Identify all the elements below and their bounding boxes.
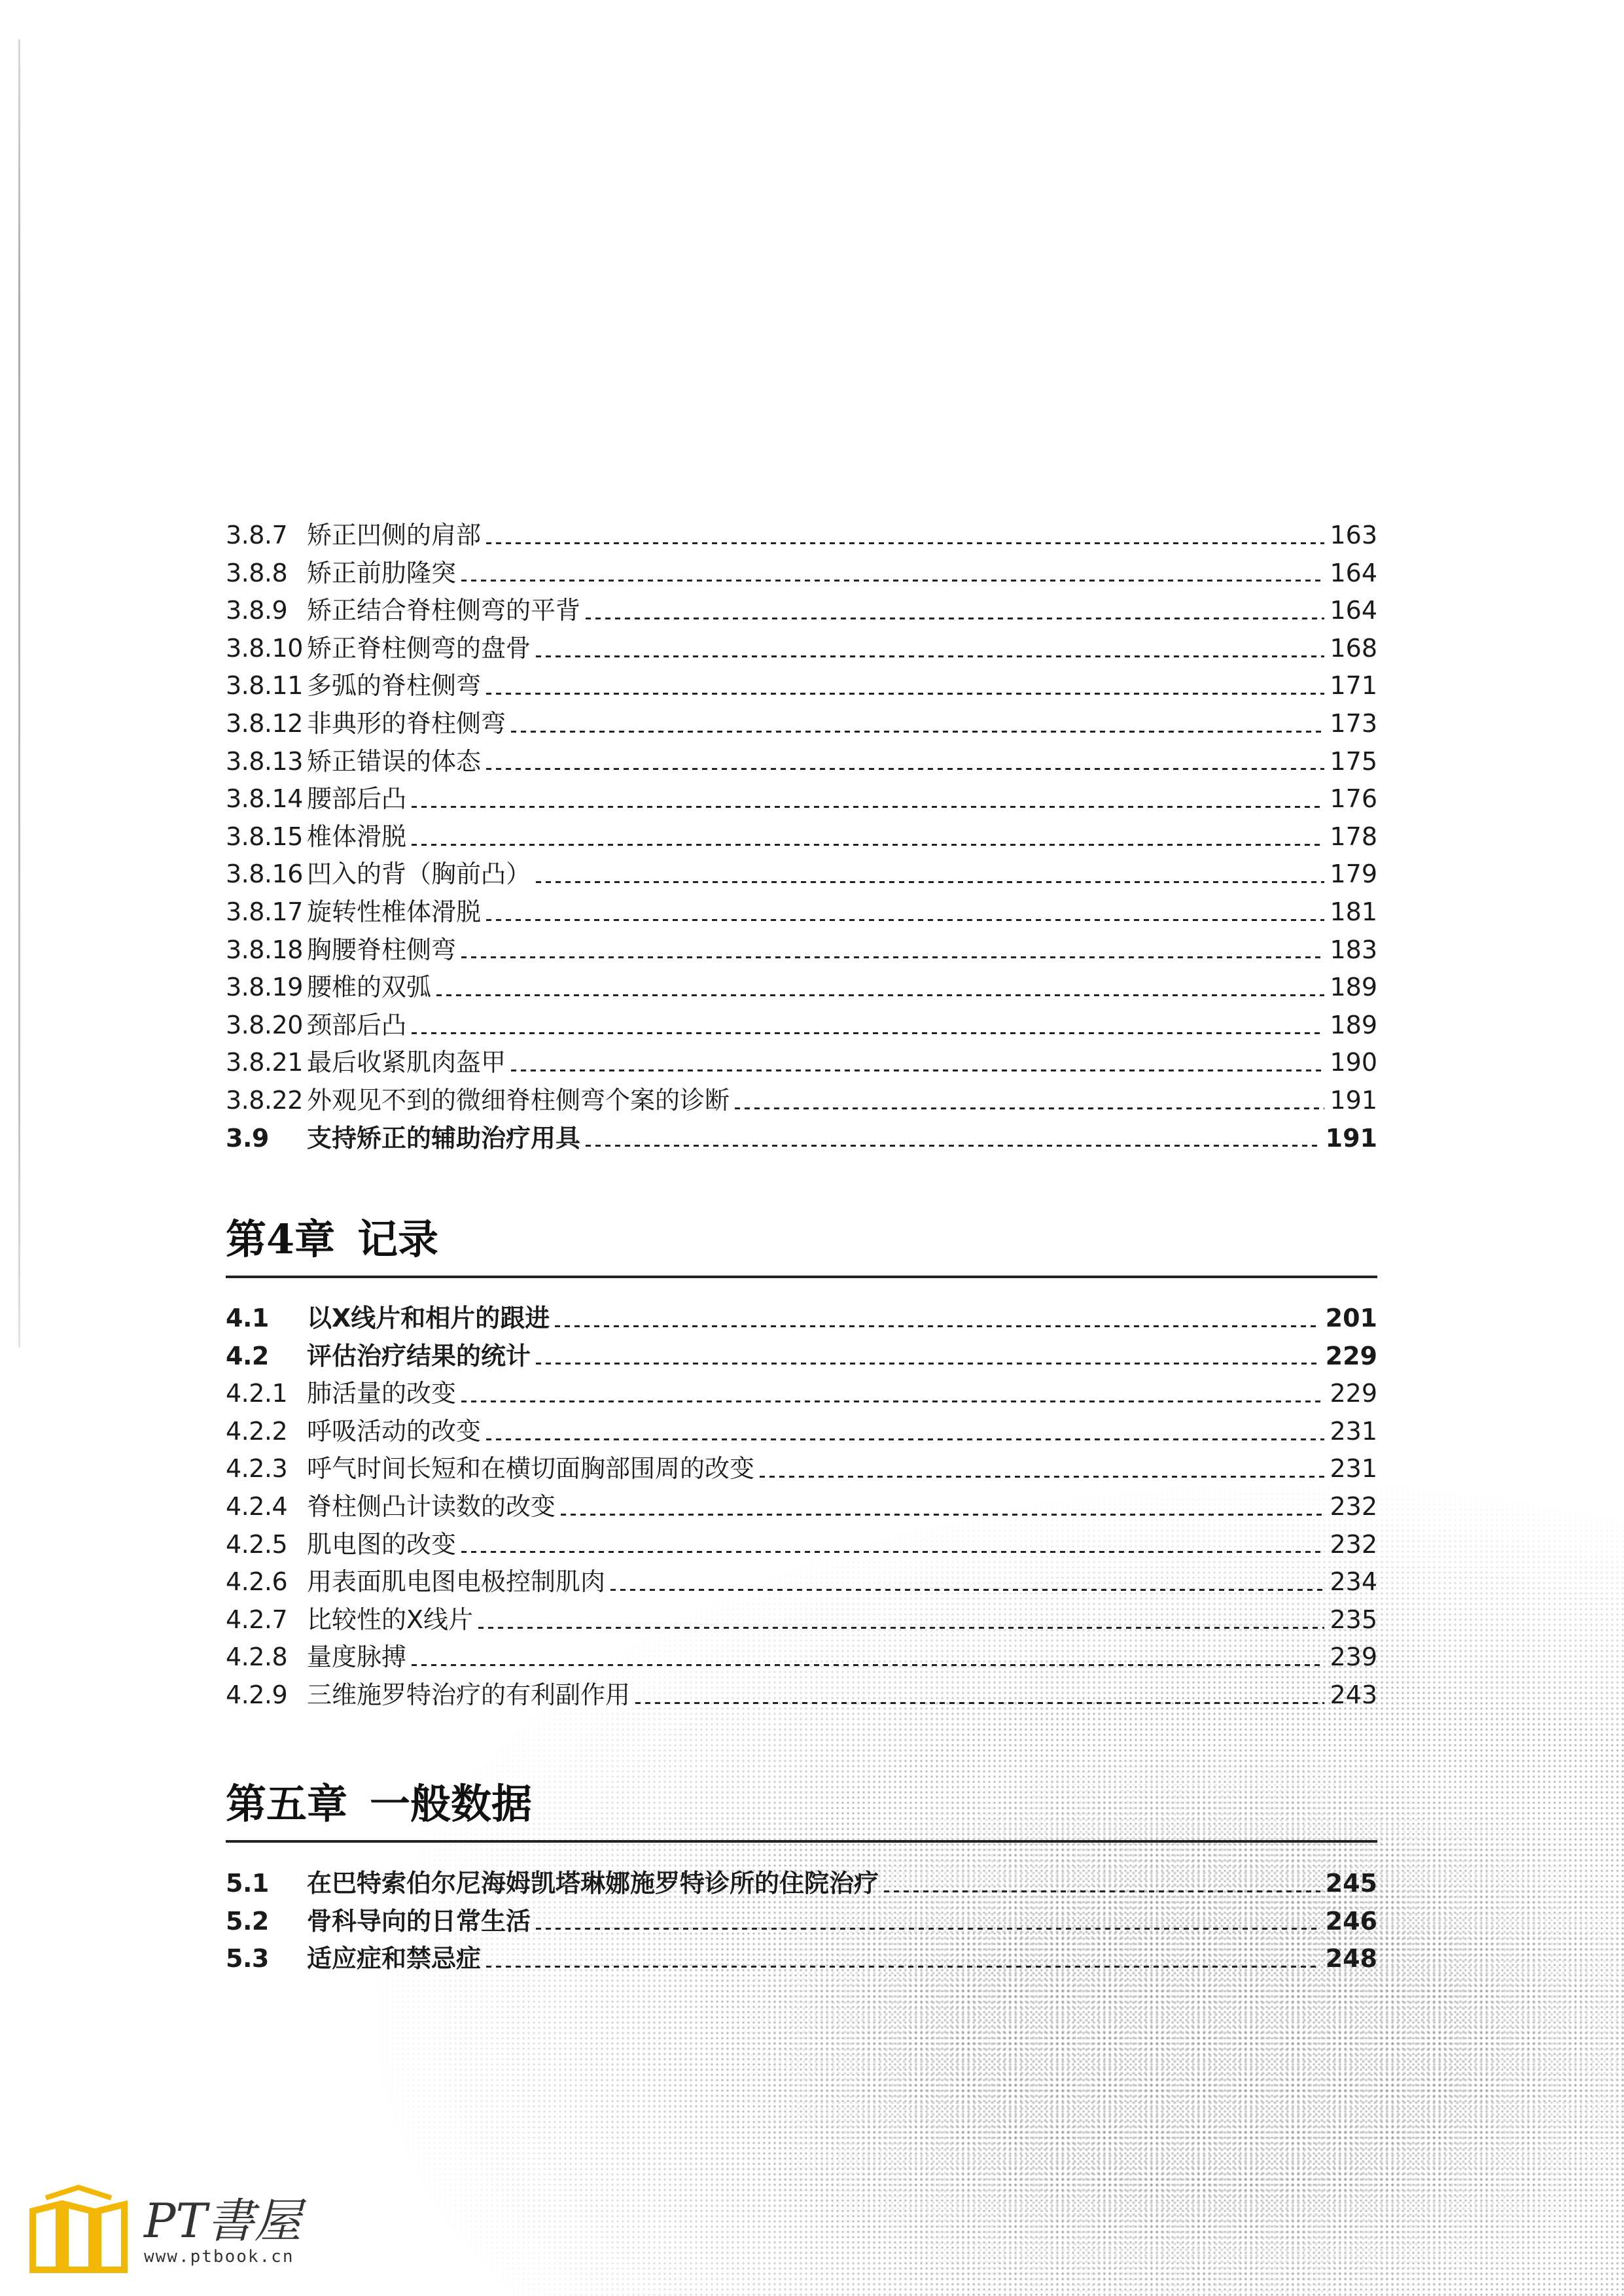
toc-entry-number: 3.8.22 <box>226 1085 303 1115</box>
chapter-heading-4 <box>226 1207 1377 1278</box>
chapter-label: 第4章 <box>226 1215 336 1263</box>
toc-dot-leader <box>511 1070 1324 1072</box>
toc-entry-number: 3.8.11 <box>226 671 303 701</box>
toc-entry-title: 旋转性椎体滑脱 <box>307 897 482 926</box>
toc-entry <box>226 1940 1377 1978</box>
toc-entry-page: 164 <box>1330 558 1377 587</box>
toc-entry-title: 评估治疗结果的统计 <box>307 1341 531 1370</box>
toc-dot-leader <box>486 919 1324 922</box>
toc-entry-title: 骨科导向的日常生活 <box>307 1906 531 1936</box>
page-edge-shadow <box>18 39 20 1348</box>
toc-dot-leader <box>486 542 1324 545</box>
toc-entry <box>226 818 1377 856</box>
toc-entry <box>226 1677 1377 1714</box>
toc-entry <box>226 592 1377 630</box>
toc-entry <box>226 743 1377 781</box>
toc-entry-title: 量度脉搏 <box>307 1643 407 1672</box>
toc-entry-title: 在巴特索伯尔尼海姆凯塔琳娜施罗特诊所的住院治疗 <box>307 1869 879 1898</box>
toc-entry <box>226 1044 1377 1082</box>
toc-entry-number: 5.2 <box>226 1906 269 1936</box>
toc-entry-page: 164 <box>1330 596 1377 625</box>
toc-entry <box>226 1903 1377 1941</box>
toc-dot-leader <box>536 1363 1320 1365</box>
toc-entry-number: 3.8.21 <box>226 1048 303 1077</box>
toc-entry-number: 4.2.3 <box>226 1454 288 1484</box>
toc-entry <box>226 1639 1377 1677</box>
toc-entry-number: 3.8.13 <box>226 746 303 776</box>
toc-dot-leader <box>412 1664 1324 1667</box>
toc-entry-page: 232 <box>1330 1529 1377 1559</box>
toc-dot-leader <box>412 806 1324 809</box>
toc-section-4 <box>226 1300 1377 1714</box>
toc-entry-title: 肺活量的改变 <box>307 1379 457 1408</box>
toc-entry-title: 矫正凹侧的肩部 <box>307 521 482 549</box>
toc-list <box>226 1300 1377 1714</box>
toc-entry <box>226 856 1377 894</box>
toc-entry-page: 189 <box>1330 1010 1377 1039</box>
toc-entry <box>226 780 1377 818</box>
toc-dot-leader <box>760 1476 1324 1478</box>
toc-entry-page: 191 <box>1330 1085 1377 1115</box>
toc-dot-leader <box>486 693 1324 695</box>
toc-entry-number: 4.2.1 <box>226 1379 288 1408</box>
toc-entry <box>226 1120 1377 1158</box>
toc-entry-number: 4.2.7 <box>226 1605 288 1634</box>
toc-entry-title: 最后收紧肌肉盔甲 <box>307 1048 506 1077</box>
toc-dot-leader <box>486 1966 1320 1968</box>
toc-entry <box>226 1300 1377 1338</box>
toc-entry-number: 4.2.5 <box>226 1529 288 1559</box>
toc-entry-title: 胸腰脊柱侧弯 <box>307 935 457 964</box>
toc-entry-page: 178 <box>1330 822 1377 851</box>
chapter-label: 第五章 <box>226 1780 348 1828</box>
toc-entry-page: 239 <box>1330 1643 1377 1672</box>
toc-dot-leader <box>486 1438 1324 1441</box>
toc-entry <box>226 1488 1377 1526</box>
toc-entry <box>226 1601 1377 1639</box>
toc-entry-title: 支持矫正的辅助治疗用具 <box>307 1123 581 1153</box>
toc-dot-leader <box>555 1325 1320 1328</box>
toc-entry <box>226 517 1377 555</box>
toc-entry-number: 4.2.9 <box>226 1680 288 1709</box>
toc-dot-leader <box>536 881 1324 884</box>
toc-entry-page: 176 <box>1330 784 1377 814</box>
toc-entry <box>226 705 1377 743</box>
toc-dot-leader <box>461 580 1324 582</box>
toc-entry-title: 椎体滑脱 <box>307 822 407 851</box>
toc-entry-title: 以X线片和相片的跟进 <box>307 1304 550 1332</box>
toc-dot-leader <box>635 1702 1324 1705</box>
toc-entry-number: 3.9 <box>226 1123 269 1153</box>
toc-entry-number: 4.1 <box>226 1304 269 1332</box>
toc-entry-number: 3.8.10 <box>226 633 303 663</box>
watermark-logo <box>26 2182 393 2280</box>
toc-entry-page: 171 <box>1330 671 1377 701</box>
toc-entry-number: 3.8.18 <box>226 935 303 964</box>
toc-section-3 <box>226 517 1377 1157</box>
toc-entry-page: 232 <box>1330 1491 1377 1521</box>
toc-entry-number: 4.2.8 <box>226 1643 288 1672</box>
toc-entry-page: 179 <box>1330 860 1377 889</box>
toc-dot-leader <box>478 1627 1324 1629</box>
toc-entry-title: 脊柱侧凸计读数的改变 <box>307 1491 556 1521</box>
toc-dot-leader <box>461 956 1324 959</box>
toc-entry-page: 173 <box>1330 708 1377 738</box>
toc-dot-leader <box>610 1589 1324 1592</box>
book-logo-icon <box>26 2185 131 2276</box>
toc-entry-title: 腰椎的双弧 <box>307 973 432 1002</box>
toc-entry <box>226 1007 1377 1045</box>
toc-dot-leader <box>536 1928 1320 1930</box>
toc-dot-leader <box>586 617 1324 620</box>
toc-dot-leader <box>486 768 1324 771</box>
toc-entry <box>226 1563 1377 1601</box>
toc-entry-title: 凹入的背（胸前凸） <box>307 860 531 889</box>
toc-entry-number: 3.8.8 <box>226 558 288 587</box>
toc-entry-page: 231 <box>1330 1416 1377 1446</box>
toc-entry-number: 3.8.15 <box>226 822 303 851</box>
toc-entry-page: 175 <box>1330 746 1377 776</box>
toc-entry-page: 246 <box>1325 1906 1377 1936</box>
toc-entry-page: 191 <box>1325 1123 1377 1153</box>
toc-entry-page: 235 <box>1330 1605 1377 1634</box>
toc-entry-page: 189 <box>1330 973 1377 1002</box>
toc-entry-number: 5.1 <box>226 1869 269 1898</box>
toc-entry-title: 颈部后凸 <box>307 1010 407 1039</box>
toc-dot-leader <box>735 1107 1324 1110</box>
toc-entry <box>226 1338 1377 1376</box>
toc-entry-number: 4.2.4 <box>226 1491 288 1521</box>
toc-dot-leader <box>561 1514 1324 1516</box>
toc-entry <box>226 1375 1377 1413</box>
toc-list <box>226 1865 1377 1978</box>
toc-section-5 <box>226 1865 1377 1978</box>
toc-entry-title: 非典形的脊柱侧弯 <box>307 708 506 738</box>
toc-dot-leader <box>586 1145 1320 1147</box>
toc-dot-leader <box>412 1032 1324 1035</box>
toc-entry-page: 183 <box>1330 935 1377 964</box>
toc-list <box>226 517 1377 1157</box>
toc-entry-title: 用表面肌电图电极控制肌肉 <box>307 1567 606 1597</box>
toc-entry-title: 矫正脊柱侧弯的盘骨 <box>307 633 531 663</box>
toc-entry-number: 3.8.19 <box>226 973 303 1002</box>
toc-entry <box>226 667 1377 705</box>
chapter-heading-5 <box>226 1771 1377 1843</box>
toc-dot-leader <box>412 844 1324 846</box>
toc-entry-page: 201 <box>1325 1304 1377 1332</box>
toc-entry-number: 3.8.16 <box>226 860 303 889</box>
toc-entry-number: 3.8.9 <box>226 596 288 625</box>
toc-entry-page: 181 <box>1330 897 1377 926</box>
toc-entry-page: 248 <box>1325 1944 1377 1974</box>
toc-entry-number: 4.2.6 <box>226 1567 288 1597</box>
toc-entry <box>226 1450 1377 1488</box>
watermark-name: PT書屋 <box>144 2193 302 2248</box>
toc-dot-leader <box>436 994 1324 997</box>
toc-entry-title: 腰部后凸 <box>307 784 407 814</box>
toc-dot-leader <box>511 731 1324 733</box>
toc-entry <box>226 931 1377 969</box>
toc-entry-number: 3.8.14 <box>226 784 303 814</box>
toc-entry <box>226 1082 1377 1120</box>
toc-entry-page: 168 <box>1330 633 1377 663</box>
toc-dot-leader <box>536 655 1324 658</box>
toc-entry-title: 矫正前肋隆突 <box>307 558 457 587</box>
toc-entry-title: 呼吸活动的改变 <box>307 1416 482 1446</box>
toc-dot-leader <box>884 1890 1320 1893</box>
toc-entry-title: 肌电图的改变 <box>307 1529 457 1559</box>
toc-entry-page: 229 <box>1330 1379 1377 1408</box>
toc-dot-leader <box>461 1551 1324 1554</box>
toc-entry-number: 4.2.2 <box>226 1416 288 1446</box>
toc-entry <box>226 969 1377 1007</box>
toc-dot-leader <box>461 1400 1324 1403</box>
toc-entry <box>226 894 1377 931</box>
toc-entry-page: 190 <box>1330 1048 1377 1077</box>
toc-entry-number: 3.8.12 <box>226 708 303 738</box>
toc-entry-page: 234 <box>1330 1567 1377 1597</box>
toc-entry <box>226 1413 1377 1451</box>
toc-entry-title: 呼气时间长短和在横切面胸部围周的改变 <box>307 1454 755 1484</box>
toc-entry-page: 243 <box>1330 1680 1377 1709</box>
toc-entry-number: 4.2 <box>226 1341 269 1370</box>
toc-entry <box>226 1865 1377 1903</box>
toc-entry-page: 163 <box>1330 521 1377 549</box>
toc-entry <box>226 555 1377 593</box>
toc-entry-title: 适应症和禁忌症 <box>307 1944 482 1974</box>
toc-entry-title: 矫正结合脊柱侧弯的平背 <box>307 596 581 625</box>
toc-entry-title: 多弧的脊柱侧弯 <box>307 671 482 701</box>
toc-entry-number: 3.8.17 <box>226 897 303 926</box>
toc-entry-number: 3.8.7 <box>226 521 288 549</box>
toc-entry-title: 三维施罗特治疗的有利副作用 <box>307 1680 631 1709</box>
toc-entry-number: 5.3 <box>226 1944 269 1974</box>
toc-entry <box>226 630 1377 668</box>
watermark-url: www.ptbook.cn <box>144 2247 294 2267</box>
toc-entry <box>226 1526 1377 1564</box>
chapter-title: 一般数据 <box>370 1780 533 1828</box>
toc-entry-page: 229 <box>1325 1341 1377 1370</box>
toc-entry-title: 矫正错误的体态 <box>307 746 482 776</box>
chapter-title: 记录 <box>357 1215 439 1263</box>
toc-entry-page: 245 <box>1325 1869 1377 1898</box>
toc-entry-title: 外观见不到的微细脊柱侧弯个案的诊断 <box>307 1085 730 1115</box>
toc-entry-page: 231 <box>1330 1454 1377 1484</box>
toc-entry-title: 比较性的X线片 <box>307 1605 474 1634</box>
toc-entry-number: 3.8.20 <box>226 1010 303 1039</box>
